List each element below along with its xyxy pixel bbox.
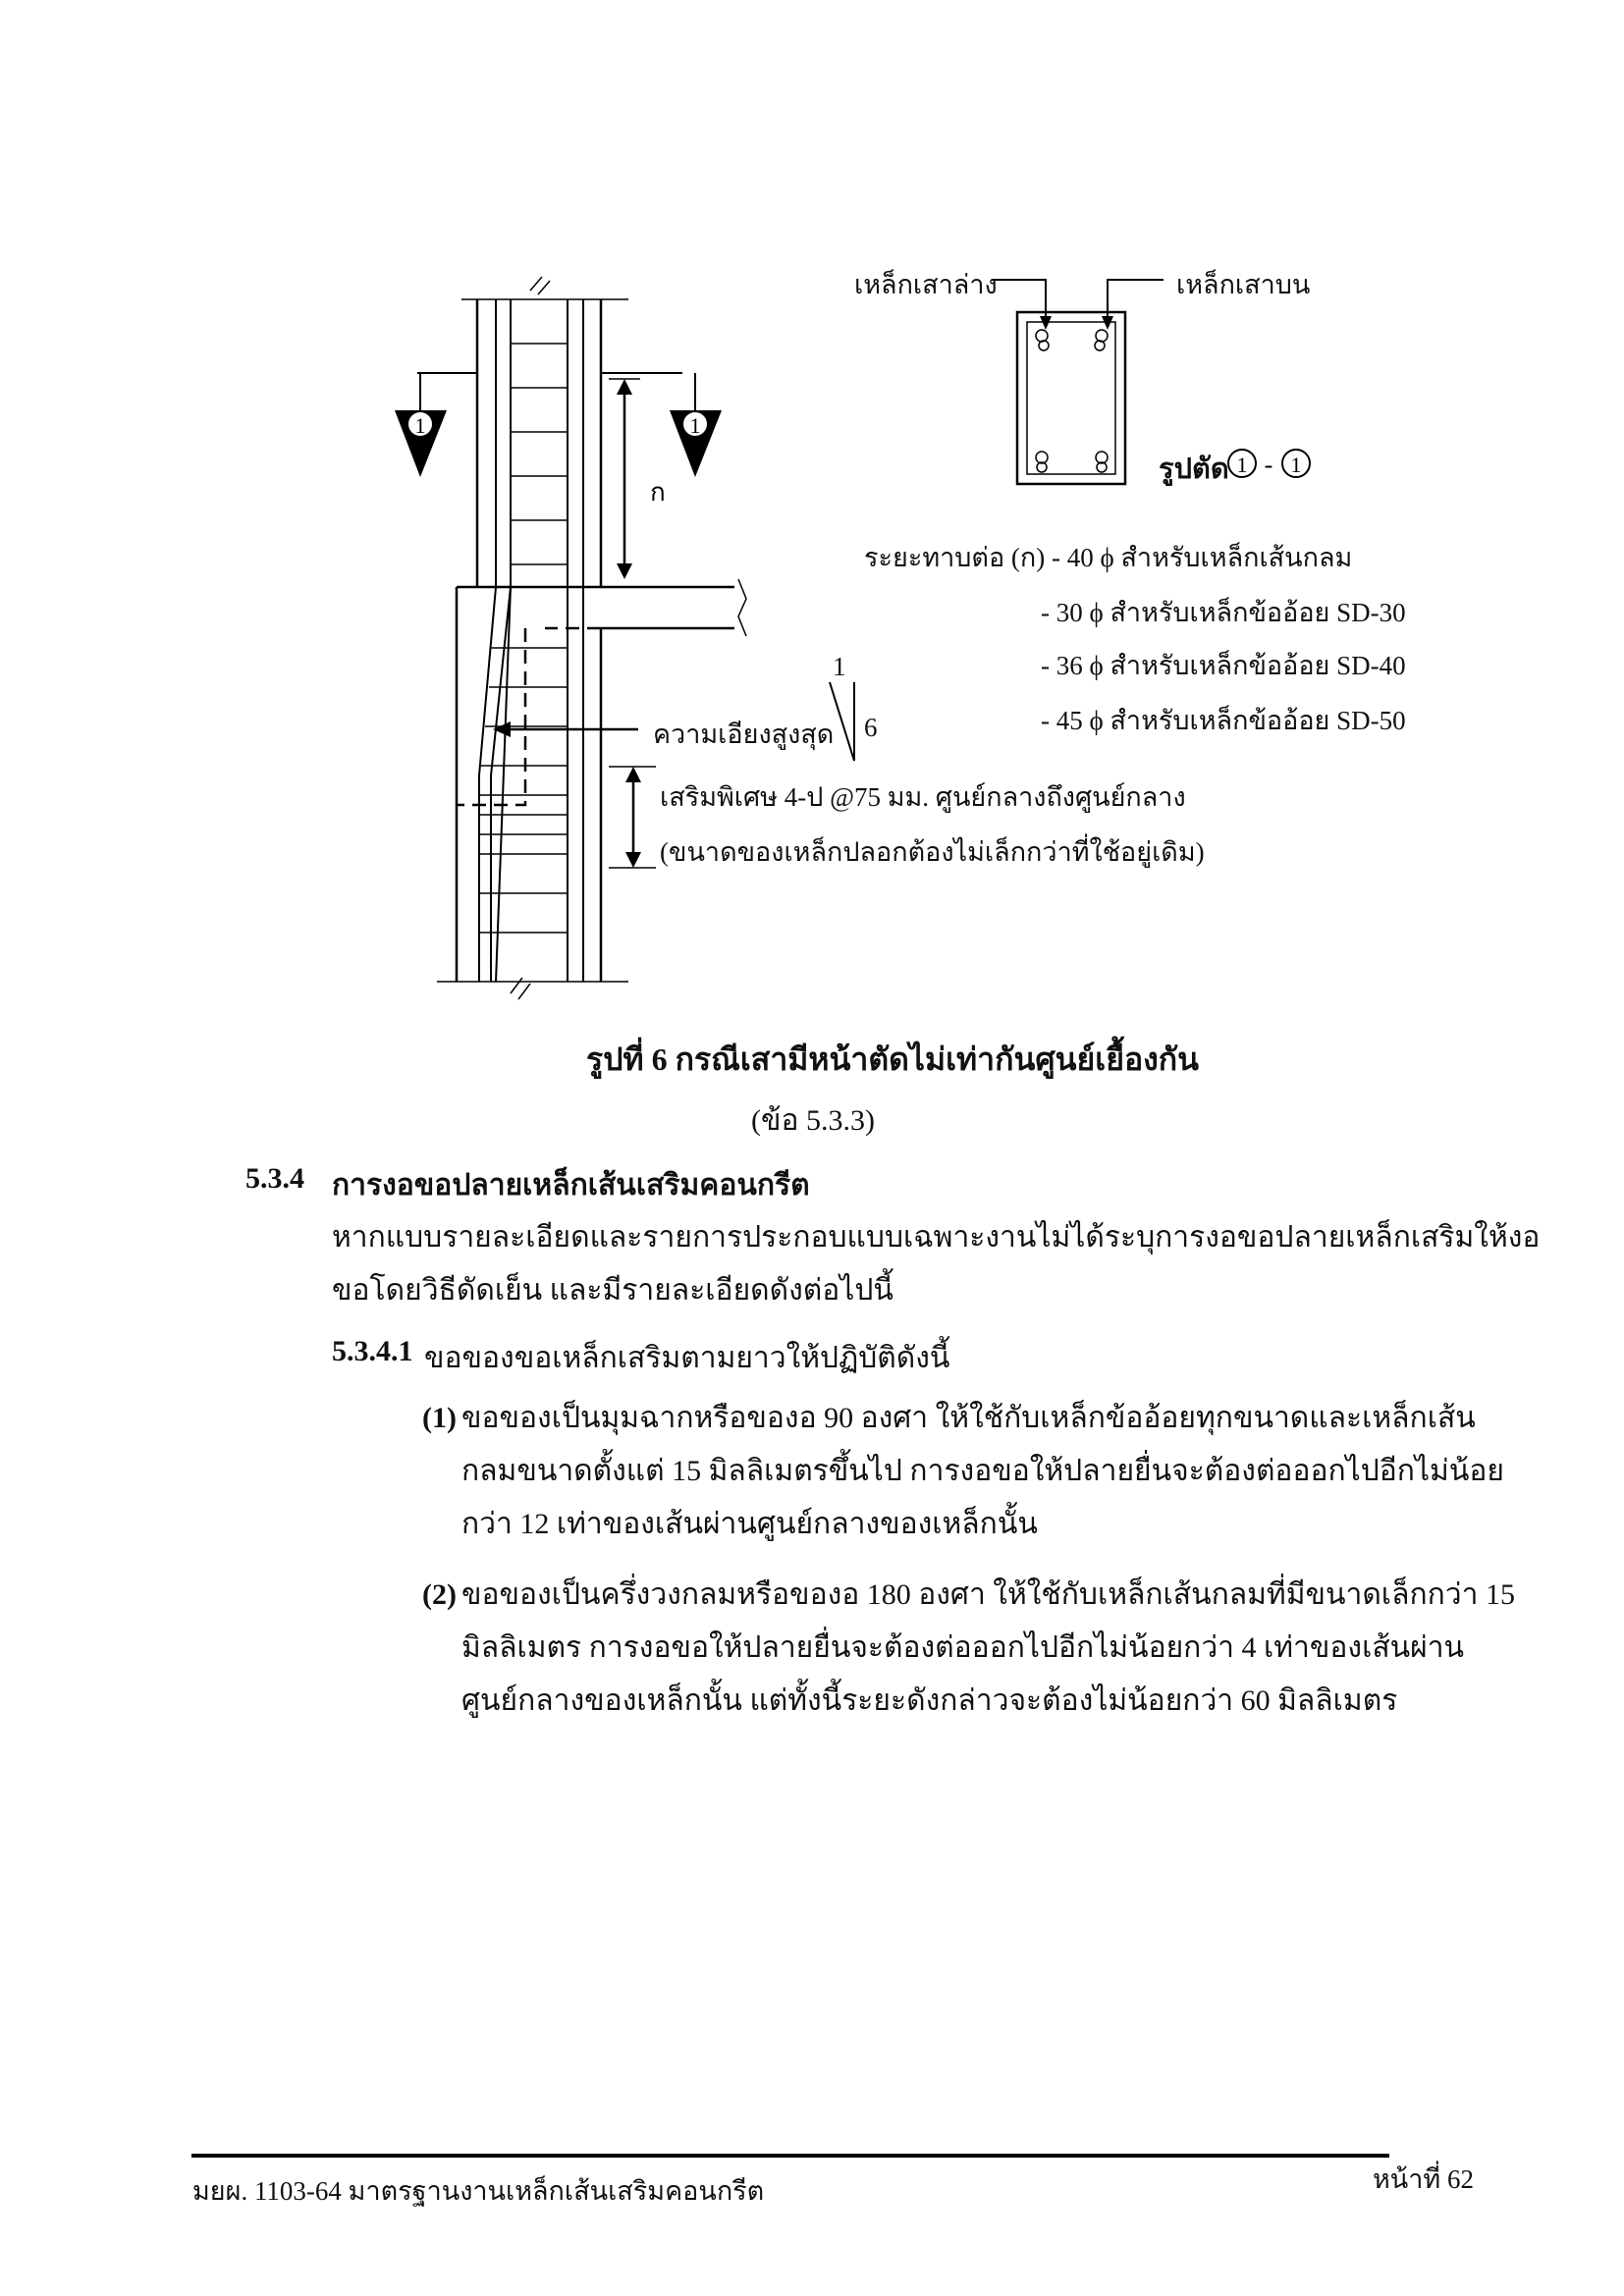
- extra-ties-line-1: เสริมพิเศษ 4-ป @75 มม. ศูนย์กลางถึงศูนย์กลาง: [660, 782, 1186, 812]
- subsection-title: ขอของขอเหล็กเสริมตามยาวให้ปฏิบัติดังนี้: [424, 1342, 950, 1374]
- max-slope-label: ความเอียงสูงสุด: [653, 720, 835, 749]
- section-title: การงอขอปลายเหล็กเส้นเสริมคอนกรีต: [332, 1169, 810, 1201]
- lap-length-row-1: - 30 ϕ สำหรับเหล็กข้ออ้อย SD-30: [1041, 598, 1406, 627]
- list-item-line: มิลลิเมตร การงอขอให้ปลายยื่นจะต้องต่อออกไปอีกไม่น้อยกว่า 4 เท่าของเส้นผ่าน: [461, 1631, 1465, 1664]
- lap-length-row-2: - 36 ϕ สำหรับเหล็กข้ออ้อย SD-40: [1041, 651, 1406, 680]
- figure-caption: รูปที่ 6 กรณีเสามีหน้าตัดไม่เท่ากันศูนย์เยื้องกัน: [586, 1041, 1200, 1077]
- section-label: รูปตัด: [1159, 454, 1229, 485]
- slope-rise-label: 1: [833, 652, 846, 681]
- list-item-number: (1): [422, 1402, 457, 1434]
- section-label-dash: -: [1264, 451, 1273, 479]
- section-label-mark-a: 1: [1236, 453, 1248, 477]
- lap-length-row-3: - 45 ϕ สำหรับเหล็กข้ออ้อย SD-50: [1041, 706, 1406, 735]
- dimension-label: ก: [650, 478, 666, 507]
- section-mark-right: 1: [689, 413, 701, 438]
- extra-ties-line-2: (ขนาดของเหล็กปลอกต้องไม่เล็กกว่าที่ใช้อยู่เดิม): [660, 837, 1205, 867]
- list-item-line: กว่า 12 เท่าของเส้นผ่านศูนย์กลางของเหล็กนั้น: [461, 1508, 1038, 1540]
- section-intro: [332, 1211, 1541, 1317]
- slope-run-label: 6: [864, 713, 878, 742]
- footer-rule: [191, 2154, 1389, 2158]
- list-item-line: ศูนย์กลางของเหล็กนั้น แต่ทั้งนี้ระยะดังกล่าวจะต้องไม่น้อยกว่า 60 มิลลิเมตร: [461, 1684, 1398, 1717]
- list-item-line: ขอของเป็นครึ่งวงกลมหรือของอ 180 องศา ให้ใช้กับเหล็กเส้นกลมที่มีขนาดเล็กกว่า 15: [461, 1578, 1515, 1611]
- figure-caption-ref: (ข้อ 5.3.3): [751, 1104, 876, 1137]
- list-item-line: ขอของเป็นมุมฉากหรือของอ 90 องศา ให้ใช้กับเหล็กข้ออ้อยทุกขนาดและเหล็กเส้น: [461, 1402, 1476, 1434]
- subsection-number: 5.3.4.1: [332, 1335, 413, 1367]
- section-mark-left: 1: [414, 413, 426, 438]
- section-intro-line-1: หากแบบรายละเอียดและรายการประกอบแบบเฉพาะงานไม่ได้ระบุการงอขอปลายเหล็กเสริมให้งอ: [332, 1221, 1541, 1254]
- upper-bar-label: เหล็กเสาบน: [1176, 270, 1311, 299]
- section-number: 5.3.4: [245, 1162, 304, 1195]
- footer-page-number: หน้าที่ 62: [1373, 2164, 1474, 2194]
- section-intro-line-2: ขอโดยวิธีดัดเย็น และมีรายละเอียดดังต่อไปนี้: [332, 1274, 893, 1307]
- list-item-number: (2): [422, 1578, 457, 1611]
- footer-standard: มยผ. 1103-64 มาตรฐานงานเหล็กเส้นเสริมคอนกรีต: [192, 2176, 765, 2206]
- column-offset-detail-drawing: [0, 0, 1624, 1031]
- section-label-mark-b: 1: [1290, 453, 1302, 477]
- lap-length-title: ระยะทาบต่อ (ก) - 40 ϕ สำหรับเหล็กเส้นกลม: [864, 543, 1353, 572]
- list-item-line: กลมขนาดตั้งแต่ 15 มิลลิเมตรขึ้นไป การงอขอให้ปลายยื่นจะต้องต่อออกไปอีกไม่น้อย: [461, 1455, 1504, 1487]
- lower-bar-label: เหล็กเสาล่าง: [854, 270, 998, 299]
